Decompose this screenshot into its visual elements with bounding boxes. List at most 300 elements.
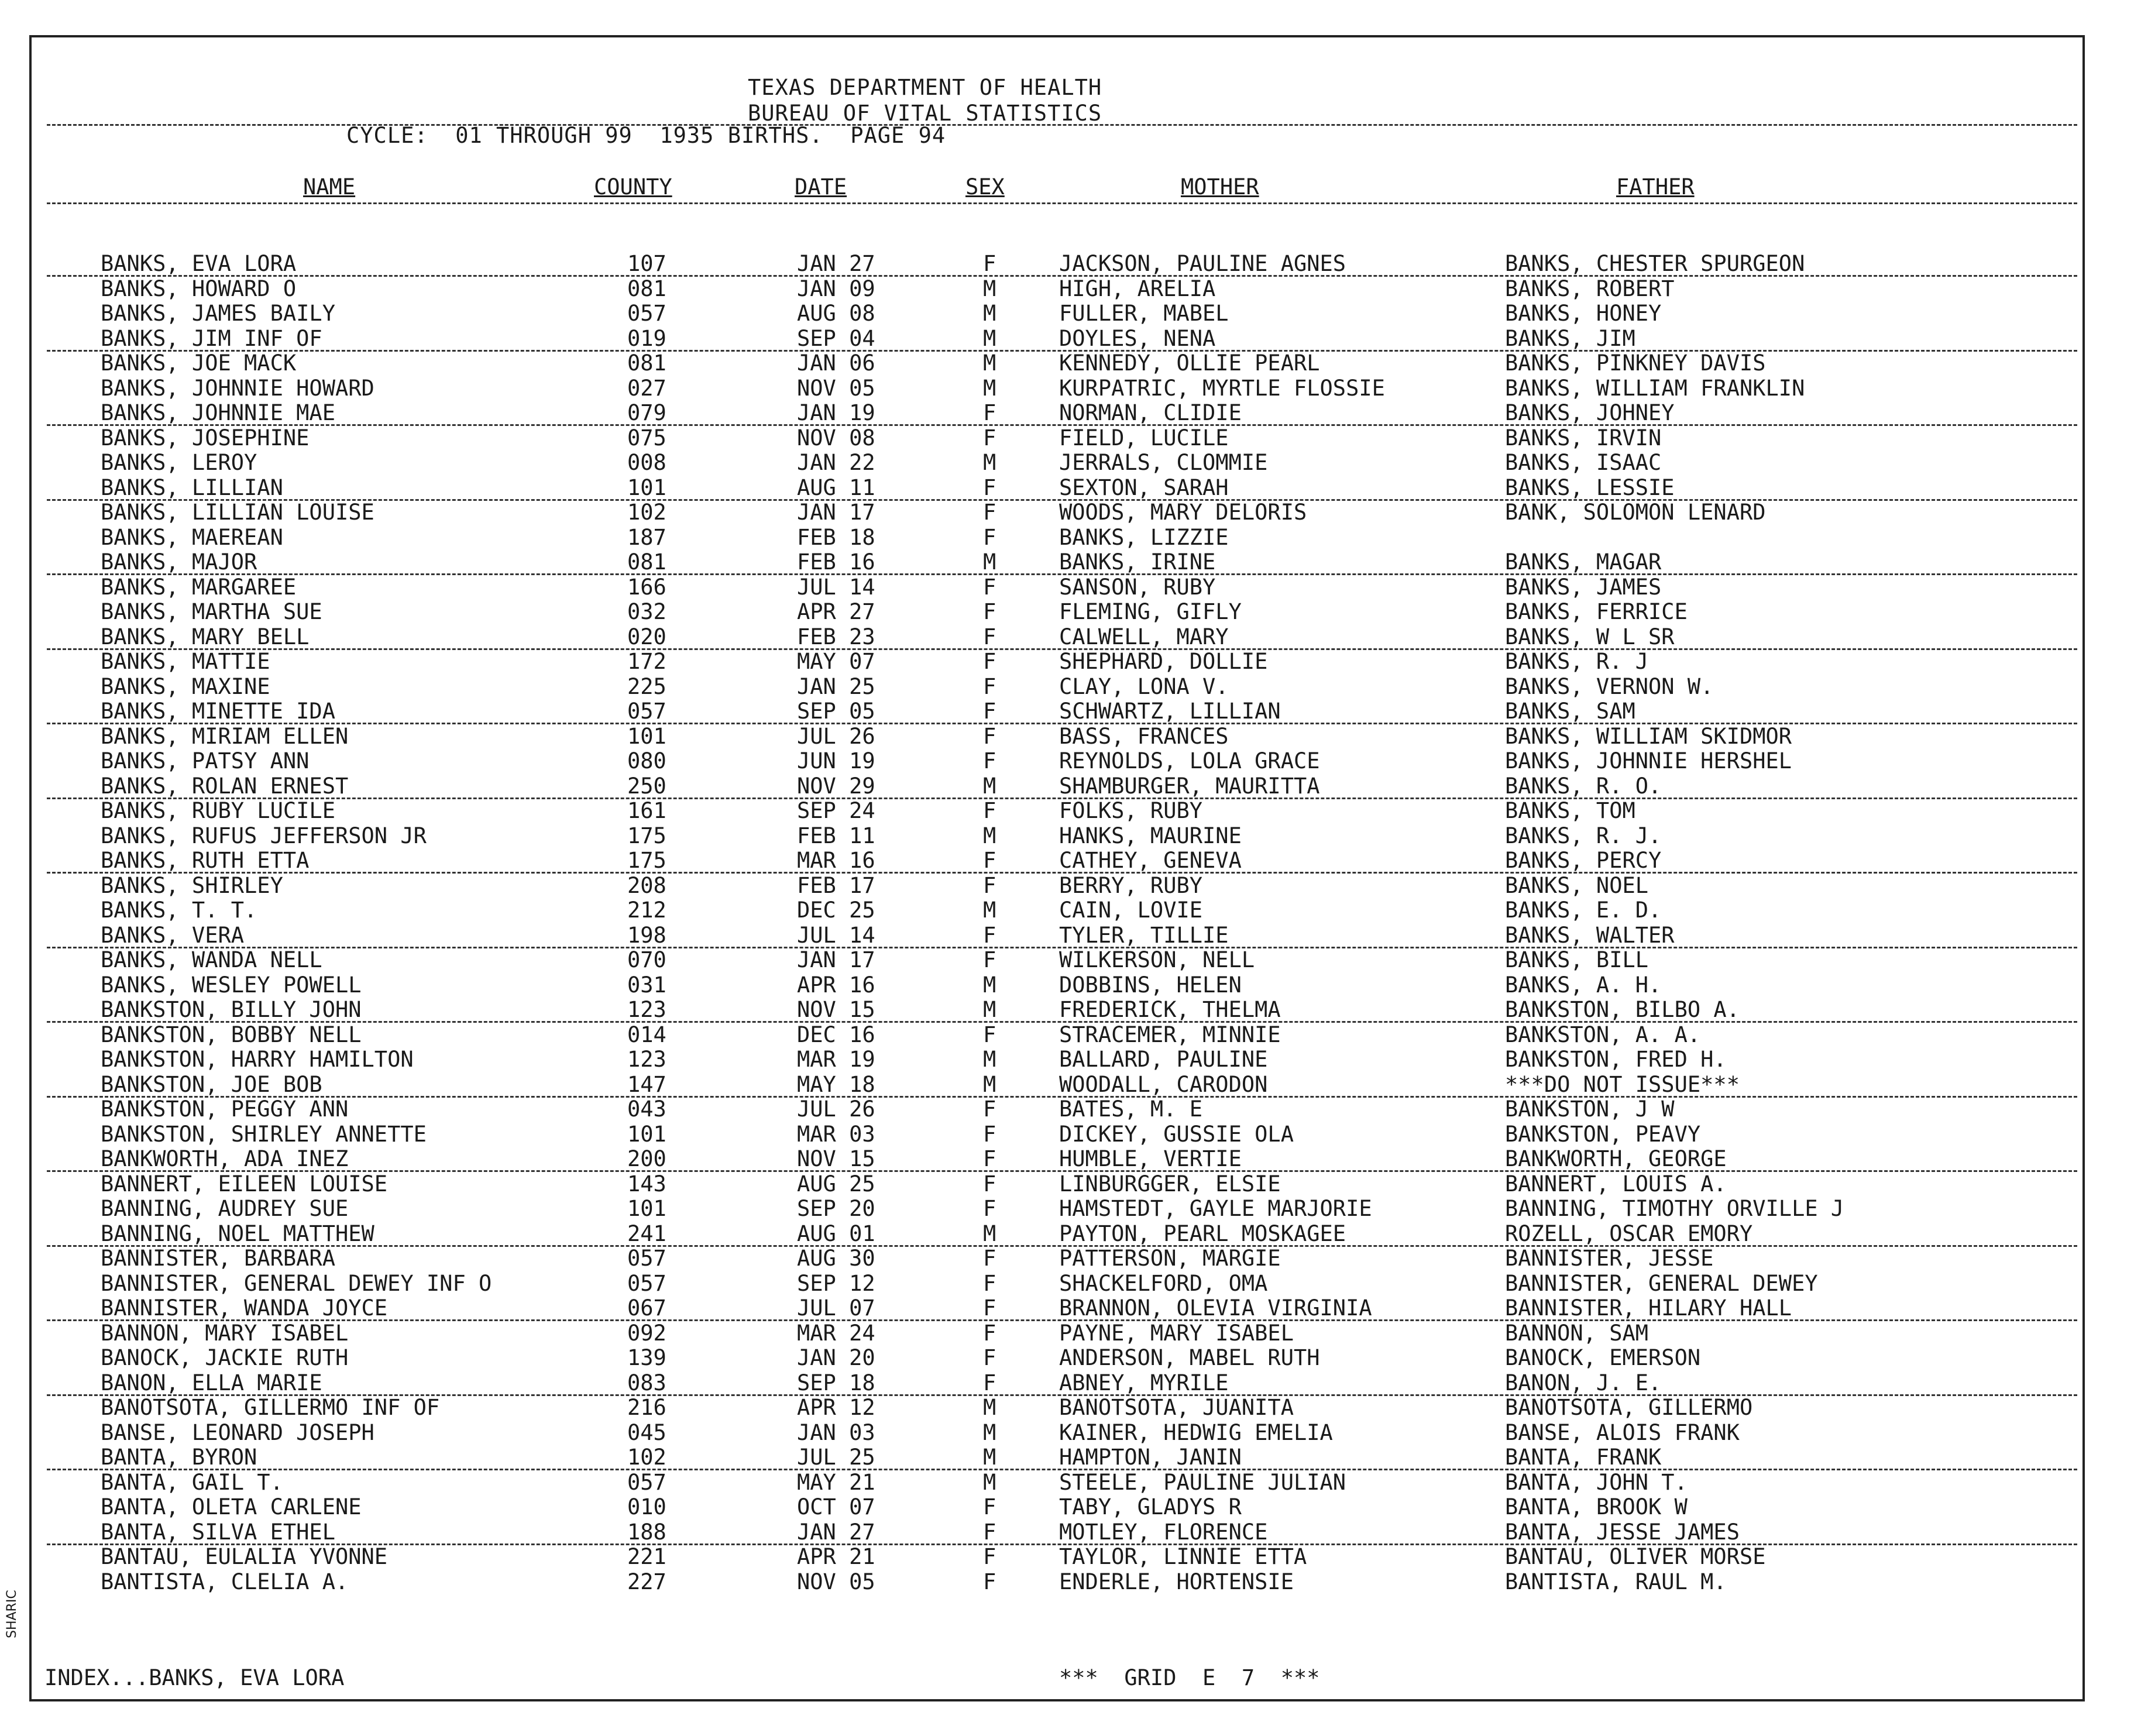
cell-father: BANTISTA, RAUL M.	[1505, 1569, 1727, 1594]
cell-date: MAR 24	[797, 1320, 875, 1346]
table-row	[0, 1321, 2141, 1346]
cell-name: BANKS, ROLAN ERNEST	[101, 773, 349, 799]
cell-sex: F	[983, 1096, 996, 1122]
cell-father: BANKS, ROBERT	[1505, 276, 1675, 301]
cell-name: BANKSTON, JOE BOB	[101, 1071, 322, 1097]
cell-name: BANNING, NOEL MATTHEW	[101, 1221, 374, 1246]
cell-name: BANKS, MAXINE	[101, 673, 270, 699]
cell-name: BANNISTER, WANDA JOYCE	[101, 1295, 388, 1321]
cell-sex: M	[983, 1395, 996, 1420]
table-row	[0, 451, 2141, 475]
cell-date: JUL 26	[797, 1096, 875, 1122]
footer-index: INDEX...BANKS, EVA LORA	[44, 1665, 345, 1690]
cell-county: 101	[627, 723, 666, 749]
cell-county: 139	[627, 1345, 666, 1370]
cell-county: 045	[627, 1419, 666, 1445]
cell-mother: WILKERSON, NELL	[1059, 947, 1255, 972]
table-row	[0, 1395, 2141, 1420]
cell-mother: WOODS, MARY DELORIS	[1059, 500, 1307, 525]
cell-date: JAN 22	[797, 450, 875, 475]
cell-father: BANKS, HONEY	[1505, 301, 1662, 326]
cell-mother: HIGH, ARELIA	[1059, 276, 1216, 301]
cell-sex: M	[983, 997, 996, 1022]
cell-father: BANKSTON, PEAVY	[1505, 1121, 1701, 1147]
cell-county: 102	[627, 500, 666, 525]
cell-father: BANTA, BROOK W	[1505, 1494, 1688, 1520]
cell-date: JUL 26	[797, 723, 875, 749]
cell-name: BANKS, JOE MACK	[101, 350, 297, 376]
cell-name: BANKS, JOSEPHINE	[101, 425, 310, 451]
cell-date: NOV 05	[797, 1569, 875, 1594]
cell-name: BANKS, VERA	[101, 922, 245, 948]
cell-county: 221	[627, 1544, 666, 1569]
table-row	[0, 625, 2141, 649]
cell-date: DEC 25	[797, 898, 875, 923]
cell-father: BANKWORTH, GEORGE	[1505, 1146, 1727, 1171]
cell-father: BANKS, W L SR	[1505, 624, 1675, 649]
cell-name: BANKSTON, BILLY JOHN	[101, 997, 362, 1022]
cell-father: BANKS, WILLIAM FRANKLIN	[1505, 375, 1805, 401]
table-row	[0, 1072, 2141, 1097]
footer-grid: *** GRID E 7 ***	[1059, 1665, 1320, 1690]
cell-mother: REYNOLDS, LOLA GRACE	[1059, 748, 1320, 774]
cell-county: 225	[627, 673, 666, 699]
cell-sex: F	[983, 400, 996, 425]
column-header-mother: MOTHER	[1181, 174, 1259, 200]
cell-mother: HANKS, MAURINE	[1059, 823, 1242, 848]
table-row	[0, 476, 2141, 500]
cell-date: JAN 03	[797, 1419, 875, 1445]
cell-sex: F	[983, 699, 996, 724]
cell-date: FEB 18	[797, 524, 875, 550]
cell-name: BANKS, JAMES BAILY	[101, 301, 335, 326]
header-line-1: TEXAS DEPARTMENT OF HEALTH	[748, 75, 1102, 100]
cell-date: JAN 27	[797, 1519, 875, 1545]
cell-mother: ANDERSON, MABEL RUTH	[1059, 1345, 1320, 1370]
cell-date: NOV 15	[797, 997, 875, 1022]
cell-father: BANON, J. E.	[1505, 1370, 1662, 1395]
cell-county: 166	[627, 574, 666, 600]
cell-county: 092	[627, 1320, 666, 1346]
cell-mother: FULLER, MABEL	[1059, 301, 1229, 326]
cell-name: BANKS, HOWARD O	[101, 276, 297, 301]
cell-sex: F	[983, 798, 996, 823]
cell-mother: SHACKELFORD, OMA	[1059, 1270, 1268, 1296]
cell-name: BANKS, JIM INF OF	[101, 325, 322, 351]
cell-father: BANKS, WILLIAM SKIDMOR	[1505, 723, 1792, 749]
cell-father: BANTA, FRANK	[1505, 1445, 1662, 1470]
cell-father: BANKS, NOEL	[1505, 872, 1649, 898]
cell-mother: DOYLES, NENA	[1059, 325, 1216, 351]
cell-county: 161	[627, 798, 666, 823]
table-row	[0, 1445, 2141, 1470]
cell-name: BANKS, LILLIAN LOUISE	[101, 500, 374, 525]
cell-name: BANKS, MARY BELL	[101, 624, 310, 649]
cell-date: JAN 06	[797, 350, 875, 376]
cell-county: 102	[627, 1445, 666, 1470]
cell-father: BANKSTON, A. A.	[1505, 1022, 1701, 1047]
cell-sex: F	[983, 574, 996, 600]
cell-name: BANTA, OLETA CARLENE	[101, 1494, 362, 1520]
cell-sex: F	[983, 251, 996, 276]
cell-county: 216	[627, 1395, 666, 1420]
cell-date: SEP 12	[797, 1270, 875, 1296]
cell-date: SEP 18	[797, 1370, 875, 1395]
cell-county: 043	[627, 1096, 666, 1122]
table-row	[0, 923, 2141, 948]
cell-county: 123	[627, 997, 666, 1022]
cell-county: 067	[627, 1295, 666, 1321]
cell-mother: PAYNE, MARY ISABEL	[1059, 1320, 1294, 1346]
cell-name: BANON, ELLA MARIE	[101, 1370, 322, 1395]
cell-mother: STRACEMER, MINNIE	[1059, 1022, 1281, 1047]
table-row	[0, 500, 2141, 525]
cell-county: 101	[627, 1196, 666, 1221]
cell-mother: ENDERLE, HORTENSIE	[1059, 1569, 1294, 1594]
table-row	[0, 1545, 2141, 1569]
cell-sex: F	[983, 624, 996, 649]
cell-father: ROZELL, OSCAR EMORY	[1505, 1221, 1753, 1246]
table-row	[0, 1371, 2141, 1395]
cell-sex: F	[983, 922, 996, 948]
cell-date: APR 21	[797, 1544, 875, 1569]
cell-sex: M	[983, 1071, 996, 1097]
cell-county: 241	[627, 1221, 666, 1246]
cell-date: APR 27	[797, 599, 875, 624]
cell-sex: M	[983, 325, 996, 351]
cell-mother: PAYTON, PEARL MOSKAGEE	[1059, 1221, 1346, 1246]
table-row	[0, 1222, 2141, 1246]
cell-mother: TABY, GLADYS R	[1059, 1494, 1242, 1520]
cell-name: BANKS, MAJOR	[101, 549, 257, 575]
cell-name: BANKS, MIRIAM ELLEN	[101, 723, 349, 749]
cell-date: JAN 27	[797, 251, 875, 276]
cell-name: BANNON, MARY ISABEL	[101, 1320, 349, 1346]
table-row	[0, 1023, 2141, 1047]
cell-name: BANKS, T. T.	[101, 898, 257, 923]
cell-sex: F	[983, 1270, 996, 1296]
cell-mother: PATTERSON, MARGIE	[1059, 1246, 1281, 1271]
table-row	[0, 376, 2141, 401]
cell-date: FEB 17	[797, 872, 875, 898]
table-row	[0, 1421, 2141, 1445]
cell-name: BANKS, MINETTE IDA	[101, 699, 335, 724]
cell-county: 083	[627, 1370, 666, 1395]
cell-date: JUN 19	[797, 748, 875, 774]
cell-date: AUG 25	[797, 1171, 875, 1197]
cell-father: BANKS, R. O.	[1505, 773, 1662, 799]
cell-father: BANKS, A. H.	[1505, 972, 1662, 998]
cell-father: BANNON, SAM	[1505, 1320, 1649, 1346]
cell-date: DEC 16	[797, 1022, 875, 1047]
cell-name: BANNISTER, BARBARA	[101, 1246, 335, 1271]
cell-father: BANNISTER, GENERAL DEWEY	[1505, 1270, 1818, 1296]
cell-sex: M	[983, 1445, 996, 1470]
cell-father: BANKS, E. D.	[1505, 898, 1662, 923]
cell-father: BANKS, TOM	[1505, 798, 1635, 823]
cell-mother: HAMPTON, JANIN	[1059, 1445, 1242, 1470]
cell-county: 101	[627, 1121, 666, 1147]
cell-father: BANKS, BILL	[1505, 947, 1649, 972]
cell-sex: F	[983, 1544, 996, 1569]
cell-mother: KURPATRIC, MYRTLE FLOSSIE	[1059, 375, 1385, 401]
cell-father: BANKS, PINKNEY DAVIS	[1505, 350, 1766, 376]
table-row	[0, 774, 2141, 799]
cell-date: MAY 07	[797, 649, 875, 674]
cell-father: BANTAU, OLIVER MORSE	[1505, 1544, 1766, 1569]
table-row	[0, 874, 2141, 898]
cell-county: 081	[627, 549, 666, 575]
cell-sex: F	[983, 599, 996, 624]
table-row	[0, 525, 2141, 550]
cell-mother: JACKSON, PAULINE AGNES	[1059, 251, 1346, 276]
cell-mother: SEXTON, SARAH	[1059, 475, 1229, 500]
table-row	[0, 1197, 2141, 1221]
cell-county: 250	[627, 773, 666, 799]
cell-name: BANKSTON, HARRY HAMILTON	[101, 1047, 414, 1072]
cell-sex: M	[983, 1047, 996, 1072]
cell-date: NOV 15	[797, 1146, 875, 1171]
cell-sex: M	[983, 972, 996, 998]
cell-sex: M	[983, 350, 996, 376]
cell-name: BANNERT, EILEEN LOUISE	[101, 1171, 388, 1197]
cell-mother: DOBBINS, HELEN	[1059, 972, 1242, 998]
cell-father: BANKS, CHESTER SPURGEON	[1505, 251, 1805, 276]
cell-name: BANKS, LILLIAN	[101, 475, 283, 500]
cell-mother: BANOTSOTA, JUANITA	[1059, 1395, 1294, 1420]
table-row	[0, 1296, 2141, 1321]
cell-county: 187	[627, 524, 666, 550]
cell-sex: F	[983, 723, 996, 749]
cell-date: NOV 29	[797, 773, 875, 799]
table-row	[0, 252, 2141, 276]
table-row	[0, 1346, 2141, 1370]
cell-date: JAN 09	[797, 276, 875, 301]
cell-name: BANKS, RUFUS JEFFERSON JR	[101, 823, 427, 848]
cell-name: BANTA, SILVA ETHEL	[101, 1519, 335, 1545]
cell-date: AUG 11	[797, 475, 875, 500]
cell-father: BANKS, JAMES	[1505, 574, 1662, 600]
cell-mother: SHEPHARD, DOLLIE	[1059, 649, 1268, 674]
cell-name: BANOCK, JACKIE RUTH	[101, 1345, 349, 1370]
cell-county: 079	[627, 400, 666, 425]
cell-sex: M	[983, 1469, 996, 1495]
cell-mother: SHAMBURGER, MAURITTA	[1059, 773, 1320, 799]
table-row	[0, 848, 2141, 873]
table-row	[0, 724, 2141, 749]
table-row	[0, 699, 2141, 724]
cell-sex: F	[983, 1146, 996, 1171]
cell-father: BANKS, ISAAC	[1505, 450, 1662, 475]
table-row	[0, 1097, 2141, 1122]
table-row	[0, 600, 2141, 624]
cell-mother: DICKEY, GUSSIE OLA	[1059, 1121, 1294, 1147]
column-header-father: FATHER	[1616, 174, 1695, 200]
cell-mother: BANKS, LIZZIE	[1059, 524, 1229, 550]
table-row	[0, 1122, 2141, 1147]
cell-name: BANTA, GAIL T.	[101, 1469, 283, 1495]
cell-father: BANKS, LESSIE	[1505, 475, 1675, 500]
cell-father: BANKS, R. J	[1505, 649, 1649, 674]
cell-county: 123	[627, 1047, 666, 1072]
cell-mother: BATES, M. E	[1059, 1096, 1203, 1122]
cell-mother: BRANNON, OLEVIA VIRGINIA	[1059, 1295, 1372, 1321]
cell-county: 212	[627, 898, 666, 923]
cell-sex: M	[983, 375, 996, 401]
header-line-2: BUREAU OF VITAL STATISTICS	[748, 101, 1102, 126]
cell-mother: BANKS, IRINE	[1059, 549, 1216, 575]
cell-date: SEP 20	[797, 1196, 875, 1221]
column-header-date: DATE	[795, 174, 847, 200]
table-row	[0, 1570, 2141, 1594]
cell-name: BANNING, AUDREY SUE	[101, 1196, 349, 1221]
cell-date: AUG 30	[797, 1246, 875, 1271]
cell-father: ***DO NOT ISSUE***	[1505, 1071, 1740, 1097]
table-row	[0, 351, 2141, 376]
cell-name: BANOTSOTA, GILLERMO INF OF	[101, 1395, 440, 1420]
cell-date: MAR 16	[797, 848, 875, 873]
cell-mother: LINBURGGER, ELSIE	[1059, 1171, 1281, 1197]
cell-date: JAN 17	[797, 500, 875, 525]
cell-mother: FREDERICK, THELMA	[1059, 997, 1281, 1022]
table-row	[0, 575, 2141, 600]
cell-mother: HUMBLE, VERTIE	[1059, 1146, 1242, 1171]
cell-father: BANTA, JESSE JAMES	[1505, 1519, 1740, 1545]
cell-county: 057	[627, 1469, 666, 1495]
cell-name: BANKS, RUTH ETTA	[101, 848, 310, 873]
table-row	[0, 1470, 2141, 1495]
cell-father: BANKS, SAM	[1505, 699, 1635, 724]
cell-sex: M	[983, 549, 996, 575]
cell-father: BANSE, ALOIS FRANK	[1505, 1419, 1740, 1445]
cell-county: 198	[627, 922, 666, 948]
cell-date: FEB 16	[797, 549, 875, 575]
side-label: SHARIC	[5, 1590, 19, 1638]
cell-father: BANKS, JIM	[1505, 325, 1635, 351]
cell-name: BANKS, JOHNNIE HOWARD	[101, 375, 374, 401]
cell-county: 175	[627, 848, 666, 873]
cell-mother: KENNEDY, OLLIE PEARL	[1059, 350, 1320, 376]
cell-mother: TYLER, TILLIE	[1059, 922, 1229, 948]
cell-county: 032	[627, 599, 666, 624]
column-header-name: NAME	[303, 174, 356, 200]
table-row	[0, 824, 2141, 848]
cell-name: BANKS, WANDA NELL	[101, 947, 322, 972]
cell-name: BANKS, SHIRLEY	[101, 872, 283, 898]
cell-county: 175	[627, 823, 666, 848]
cell-father: BANKSTON, J W	[1505, 1096, 1675, 1122]
cell-mother: BALLARD, PAULINE	[1059, 1047, 1268, 1072]
cell-name: BANKSTON, PEGGY ANN	[101, 1096, 349, 1122]
cell-sex: F	[983, 524, 996, 550]
cell-county: 031	[627, 972, 666, 998]
cell-mother: CLAY, LONA V.	[1059, 673, 1229, 699]
cell-sex: F	[983, 425, 996, 451]
cell-date: NOV 05	[797, 375, 875, 401]
cell-name: BANKS, PATSY ANN	[101, 748, 310, 774]
cell-father: BANOCK, EMERSON	[1505, 1345, 1701, 1370]
cell-date: MAY 21	[797, 1469, 875, 1495]
cell-date: MAR 03	[797, 1121, 875, 1147]
cell-sex: F	[983, 947, 996, 972]
cell-mother: BASS, FRANCES	[1059, 723, 1229, 749]
cell-mother: WOODALL, CARODON	[1059, 1071, 1268, 1097]
cell-county: 020	[627, 624, 666, 649]
cell-father: BANKS, PERCY	[1505, 848, 1662, 873]
cell-date: MAY 18	[797, 1071, 875, 1097]
cell-father: BANKS, MAGAR	[1505, 549, 1662, 575]
cell-sex: F	[983, 500, 996, 525]
cell-county: 227	[627, 1569, 666, 1594]
cell-sex: F	[983, 1246, 996, 1271]
cell-county: 200	[627, 1146, 666, 1171]
cell-father: BANKSTON, BILBO A.	[1505, 997, 1740, 1022]
cell-father: BANKS, FERRICE	[1505, 599, 1688, 624]
cell-name: BANKSTON, BOBBY NELL	[101, 1022, 362, 1047]
cell-date: AUG 08	[797, 301, 875, 326]
cell-sex: F	[983, 1569, 996, 1594]
cell-name: BANKS, JOHNNIE MAE	[101, 400, 335, 425]
cell-county: 019	[627, 325, 666, 351]
cell-mother: SCHWARTZ, LILLIAN	[1059, 699, 1281, 724]
header-rule	[47, 124, 2077, 126]
table-row	[0, 1172, 2141, 1197]
cell-name: BANKS, MARTHA SUE	[101, 599, 322, 624]
table-row	[0, 1246, 2141, 1271]
cell-date: APR 12	[797, 1395, 875, 1420]
cell-sex: M	[983, 301, 996, 326]
cell-mother: JERRALS, CLOMMIE	[1059, 450, 1268, 475]
table-row	[0, 1047, 2141, 1072]
cell-name: BANKS, EVA LORA	[101, 251, 297, 276]
cell-father: BANK, SOLOMON LENARD	[1505, 500, 1766, 525]
table-row	[0, 948, 2141, 972]
cell-county: 010	[627, 1494, 666, 1520]
cell-name: BANKS, MAEREAN	[101, 524, 283, 550]
cell-sex: F	[983, 649, 996, 674]
column-header-sex: SEX	[965, 174, 1005, 200]
cell-date: FEB 11	[797, 823, 875, 848]
cell-county: 147	[627, 1071, 666, 1097]
cell-father: BANKS, R. J.	[1505, 823, 1662, 848]
cell-father: BANKS, WALTER	[1505, 922, 1675, 948]
table-row	[0, 749, 2141, 774]
cell-sex: F	[983, 748, 996, 774]
cell-mother: TAYLOR, LINNIE ETTA	[1059, 1544, 1307, 1569]
column-header-rule	[47, 202, 2077, 204]
cell-sex: M	[983, 450, 996, 475]
cell-county: 172	[627, 649, 666, 674]
cell-date: SEP 24	[797, 798, 875, 823]
cell-mother: FLEMING, GIFLY	[1059, 599, 1242, 624]
cell-sex: F	[983, 1121, 996, 1147]
cell-sex: M	[983, 1221, 996, 1246]
cell-father: BANNISTER, JESSE	[1505, 1246, 1714, 1271]
cell-county: 107	[627, 251, 666, 276]
cell-father: BANNING, TIMOTHY ORVILLE J	[1505, 1196, 1844, 1221]
cell-date: SEP 04	[797, 325, 875, 351]
cell-county: 008	[627, 450, 666, 475]
cell-county: 027	[627, 375, 666, 401]
cell-date: JAN 20	[797, 1345, 875, 1370]
table-row	[0, 301, 2141, 326]
cell-name: BANTISTA, CLELIA A.	[101, 1569, 349, 1594]
table-row	[0, 1520, 2141, 1545]
cell-mother: FIELD, LUCILE	[1059, 425, 1229, 451]
cell-date: MAR 19	[797, 1047, 875, 1072]
table-row	[0, 550, 2141, 575]
cell-father: BANKS, VERNON W.	[1505, 673, 1714, 699]
